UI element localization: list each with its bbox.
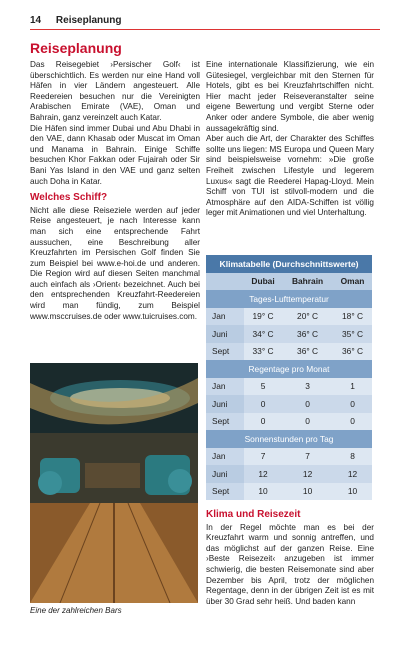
table-cell: 10	[244, 483, 282, 501]
klima-section	[206, 510, 374, 607]
section-title: Tages-Lufttemperatur	[206, 290, 372, 308]
table-cell: 10	[282, 483, 333, 501]
table-cell: 20° C	[282, 308, 333, 326]
table-cell: 7	[282, 448, 333, 466]
left-column	[30, 60, 200, 322]
table-cell: 34° C	[244, 325, 282, 343]
table-cell: 0	[244, 413, 282, 431]
table-cell: Sept	[206, 483, 244, 501]
table-row	[206, 465, 372, 483]
subheading-klima: Klima und Reisezeit	[206, 509, 301, 520]
paragraph: In der Regel möchte man es bei der Kreuzfahrt warm und sonnig antreffen, und das möglichst auf der ganzen Reise. Eine ›Beste Reisezeit‹ anzugeben ist immer schwierig, die besten Reisemonate sind aber Dezember bis April, trotz der möglichen Regentage, denn in der übrigen Zeit ist es mit über 30 Grad sehr heiß. Und baden kann	[206, 522, 374, 606]
table-section-row	[206, 290, 372, 308]
photo-illustration	[30, 363, 198, 603]
column-header: Dubai	[244, 273, 282, 291]
table-cell: 36° C	[282, 325, 333, 343]
table-row	[206, 343, 372, 361]
page-number: 14	[30, 15, 42, 26]
photo-caption: Eine der zahlreichen Bars	[30, 606, 122, 615]
table-cell: 7	[244, 448, 282, 466]
table-row	[206, 325, 372, 343]
subheading-welches-schiff: Welches Schiff?	[30, 192, 108, 204]
table-cell: 10	[333, 483, 372, 501]
running-header	[30, 15, 380, 30]
table-cell: 8	[333, 448, 372, 466]
running-title: Reiseplanung	[55, 15, 122, 26]
table-cell: 0	[282, 413, 333, 431]
table-cell: 0	[244, 395, 282, 413]
table-cell: Juni	[206, 325, 244, 343]
table-row	[206, 378, 372, 396]
table-cell: 0	[333, 395, 372, 413]
paragraph: Die Häfen sind immer Dubai und Abu Dhabi in den VAE, dann Khasab oder Muscat im Oman und Manama in Bahrain. Einige Schiffe besuchen Khor Fakkan oder Fujairah oder Sir Bani Yas Island in den VAE und ganz selten auch Doha in Katar.	[30, 123, 200, 186]
table-row	[206, 483, 372, 501]
table-cell: 18° C	[333, 308, 372, 326]
table-cell: Sept	[206, 413, 244, 431]
paragraph: Eine internationale Klassifizierung, wie ein Gütesiegel, vergleichbar mit den Sternen für Hotels, gibt es bei Kreuzfahrtschiffen nicht. Hier macht jeder Reiseveranstalter seine eigene Bewertung und vergibt Sterne oder Anker oder andere Symbole, die aber wenig aussagekräftig sind.	[206, 60, 374, 133]
paragraph: Das Reisegebiet ›Persischer Golf‹ ist überschichtlich. Es werden nur eine Hand voll Häfen in vier Ländern angesteuert. Alle Reedereien besuchen nur die Vereinigten Arabischen Emirate (VAE), Oman und Bahrain, ganz vereinzelt auch Katar.	[30, 60, 200, 122]
climate-table	[206, 255, 372, 500]
section-title: Reiseplanung	[30, 40, 122, 56]
table-title: Klimatabelle (Durchschnittswerte)	[206, 255, 372, 273]
table-cell: 12	[244, 465, 282, 483]
table-section-row	[206, 360, 372, 378]
table-cell: 36° C	[282, 343, 333, 361]
column-header	[206, 273, 244, 291]
table-cell: 36° C	[333, 343, 372, 361]
table-header-row	[206, 273, 372, 291]
table-cell: Jan	[206, 378, 244, 396]
table-row	[206, 413, 372, 431]
table-row	[206, 448, 372, 466]
bar-interior-photo	[30, 363, 198, 603]
paragraph: Nicht alle diese Reiseziele werden auf jeder Reise angesteuert, je nach Interesse kann man sich eine entsprechende Fahrt aussuchen, eine Beschreibung aller Kreuzfahrten im Persischen Golf finden Sie zum Beispiel bei www.e-hoi.de und anderen. Die Region wird auf diesen Seiten manchmal auch einfach als ›Orient‹ bezeichnet. Auch bei den entsprechenden Kreuzfahrt-Reedereien wird man fündig, zum Beispiel www.msccruises.de oder www.tuicruises.com.	[30, 205, 200, 321]
table-cell: 12	[333, 465, 372, 483]
table-cell: Jan	[206, 448, 244, 466]
table-cell: 0	[282, 395, 333, 413]
table-cell: Juni	[206, 465, 244, 483]
right-column	[206, 60, 374, 219]
table-cell: Jan	[206, 308, 244, 326]
table-section-row	[206, 430, 372, 448]
table-cell: 12	[282, 465, 333, 483]
section-title: Regentage pro Monat	[206, 360, 372, 378]
column-header: Oman	[333, 273, 372, 291]
table-cell: 35° C	[333, 325, 372, 343]
table-cell: 5	[244, 378, 282, 396]
paragraph: Aber auch die Art, der Charakter des Schiffes sollte uns liegen: MS Europa und Queen Mary sind beispielsweise vornehm: »Die große Freiheit zwischen Lifestyle und legerem Luxus« sagt die Reederei Hapag-Lloyd. Mein Schiff von TUI ist stilvoll-modern und die Atmosphäre auf den AIDA-Schiffen ist völlig leger mit Animationen und viel Unterhaltung.	[206, 134, 374, 218]
table-row	[206, 308, 372, 326]
table-cell: 3	[282, 378, 333, 396]
table-cell: 1	[333, 378, 372, 396]
table-cell: 0	[333, 413, 372, 431]
table-title-row	[206, 255, 372, 273]
table-cell: Juni	[206, 395, 244, 413]
section-title: Sonnenstunden pro Tag	[206, 430, 372, 448]
table-cell: 19° C	[244, 308, 282, 326]
table-cell: Sept	[206, 343, 244, 361]
table-cell: 33° C	[244, 343, 282, 361]
column-header: Bahrain	[282, 273, 333, 291]
table-row	[206, 395, 372, 413]
